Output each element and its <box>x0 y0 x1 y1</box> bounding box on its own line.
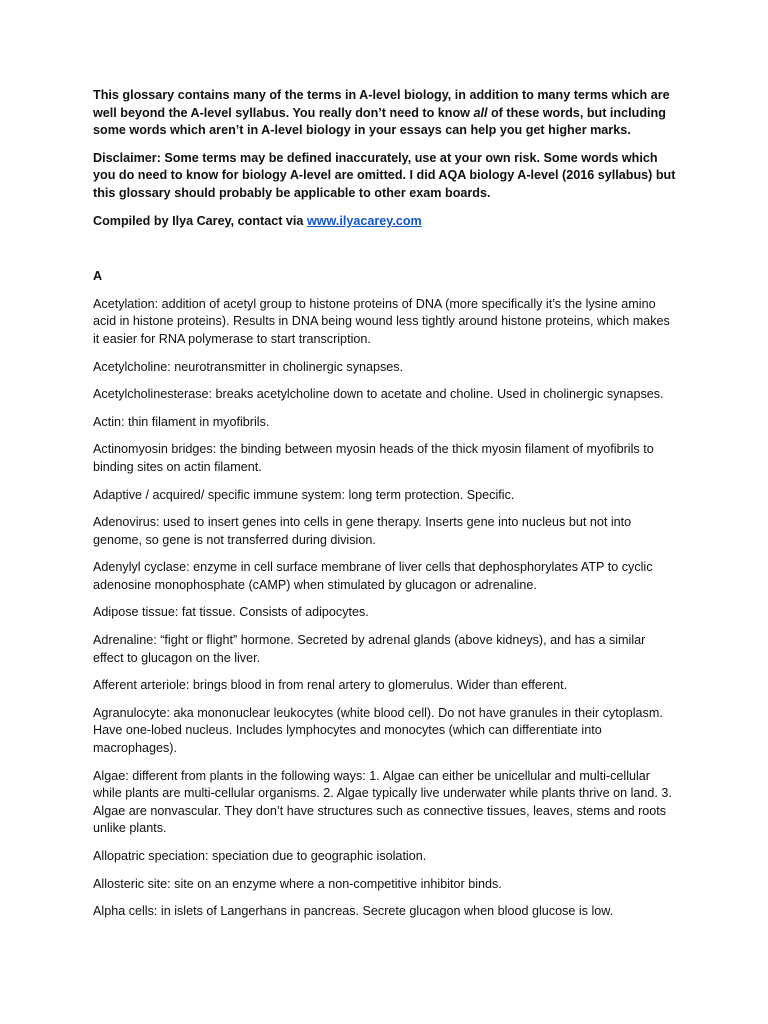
glossary-entry: Adaptive / acquired/ specific immune system: long term protection. Specific. <box>93 487 515 502</box>
glossary-entry: Acetylation: addition of acetyl group to histone proteins of DNA (more specifically it’s the lysine amino acid in histone proteins). Results in DNA being wound less tightly around histone proteins, which makes it easier for RNA polymerase to start transcription. <box>93 296 670 346</box>
glossary-entry: Allosteric site: site on an enzyme where a non-competitive inhibitor binds. <box>93 876 502 891</box>
intro-section <box>93 87 679 230</box>
emphasis-all: all <box>473 105 488 120</box>
document-page <box>93 87 679 931</box>
glossary-entry: Acetylcholinesterase: breaks acetylcholine down to acetate and choline. Used in cholinergic synapses. <box>93 387 664 402</box>
glossary-entry: Actinomyosin bridges: the binding between myosin heads of the thick myosin filament of myofibrils to binding sites on actin filament. <box>93 442 654 474</box>
glossary-entry: Adenovirus: used to insert genes into cells in gene therapy. Inserts gene into nucleus but not into genome, so gene is not transferred during division. <box>93 515 632 547</box>
glossary-entry: Allopatric speciation: speciation due to geographic isolation. <box>93 849 427 863</box>
glossary-entries <box>93 296 679 921</box>
section-heading-a: A <box>93 269 103 284</box>
glossary-entry: Adrenaline: “fight or flight” hormone. Secreted by adrenal glands (above kidneys), and has a similar effect to glucagon on the liver. <box>93 633 646 665</box>
glossary-entry: Acetylcholine: neurotransmitter in cholinergic synapses. <box>93 359 404 374</box>
compiled-by-line: Compiled by Ilya Carey, contact via www.ilyacarey.com <box>93 213 422 228</box>
glossary-entry: Algae: different from plants in the following ways: 1. Algae can either be unicellular and multi-cellular while plants are multi-cellular organisms. 2. Algae typically live underwater while plants thrive on land. 3. Algae are nonvascular. They don’t have structures such as connective tissues, leaves, stems and roots unlike plants. <box>93 768 672 836</box>
intro-paragraph: This glossary contains many of the terms in A-level biology, in addition to many terms which are well beyond the A-level syllabus. You really don’t need to know all of these words, but including some words which aren’t in A-level biology in your essays can help you get higher marks. <box>93 88 670 138</box>
disclaimer-paragraph: Disclaimer: Some terms may be defined inaccurately, use at your own risk. Some words which you do need to know for biology A-level are omitted. I did AQA biology A-level (2016 syllabus) but this glossary should probably be applicable to other exam boards. <box>93 150 676 200</box>
glossary-entry: Actin: thin filament in myofibrils. <box>93 414 270 429</box>
glossary-entry: Alpha cells: in islets of Langerhans in pancreas. Secrete glucagon when blood glucose is low. <box>93 904 614 919</box>
glossary-entry: Adipose tissue: fat tissue. Consists of adipocytes. <box>93 605 369 620</box>
glossary-entry: Agranulocyte: aka mononuclear leukocytes (white blood cell). Do not have granules in their cytoplasm. Have one-lobed nucleus. Includes lymphocytes and monocytes (which can differentiate into macrophages). <box>93 705 663 756</box>
website-link[interactable]: www.ilyacarey.com <box>306 213 422 228</box>
glossary-entry: Adenylyl cyclase: enzyme in cell surface membrane of liver cells that dephosphorylates ATP to cyclic adenosine monophosphate (cAMP) when stimulated by glucagon or adrenaline. <box>93 560 653 592</box>
glossary-entry: Afferent arteriole: brings blood in from renal artery to glomerulus. Wider than efferent. <box>93 678 568 693</box>
